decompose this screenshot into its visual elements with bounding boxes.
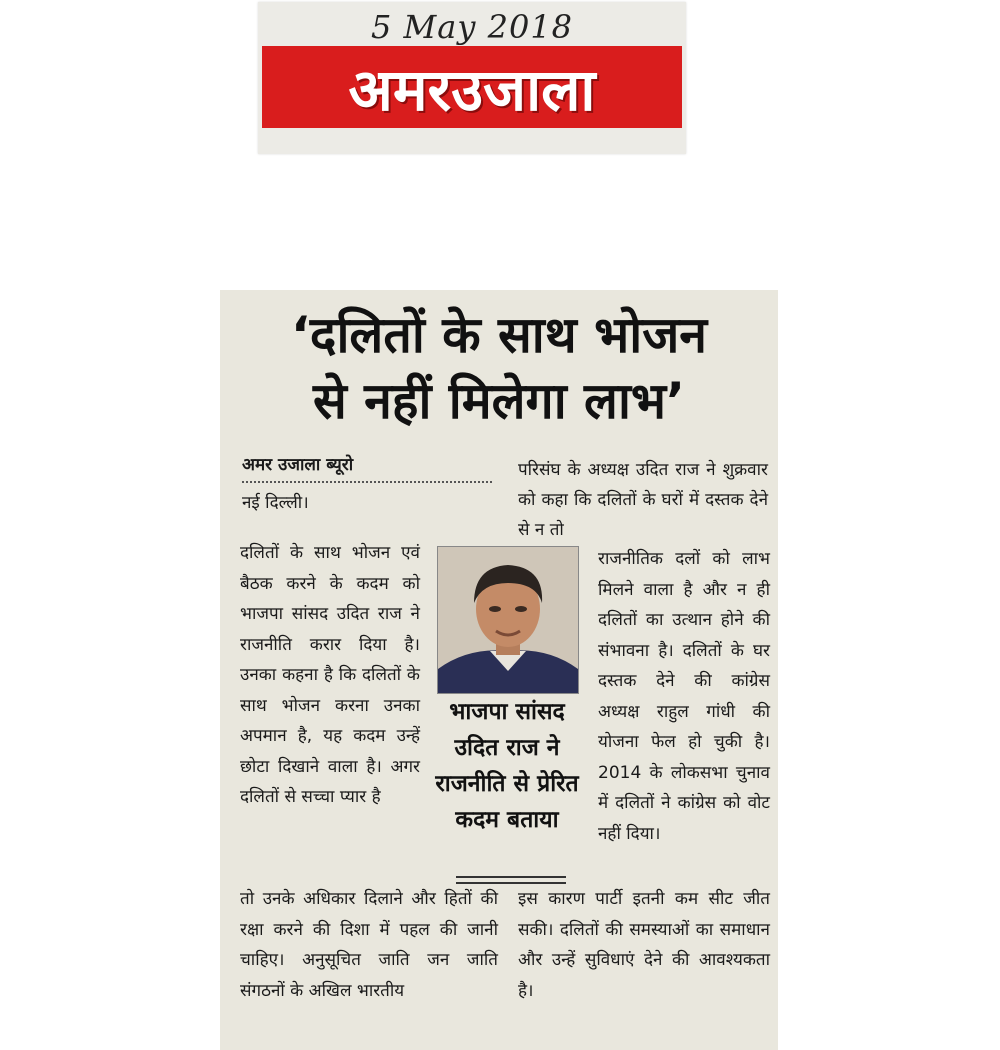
portrait-image [438, 547, 578, 693]
news-article [220, 290, 778, 1050]
clipping-date: 5 May 2018 [370, 8, 574, 46]
photo-caption: भाजपा सांसद उदित राज ने राजनीति से प्रेरित कदम बताया [435, 699, 579, 833]
body-column-right-middle: राजनीतिक दलों को लाभ मिलने वाला है और न ही दलितों का उत्थान होने की संभावना है। दलितों के घर दस्तक देने की कांग्रेस अध्यक्ष राहुल गांधी की योजना फेल हो चुकी है। 2014 के लोकसभा चुनाव में दलितों ने कांग्रेस को वोट नहीं दिया। [598, 549, 770, 844]
body-column-right-top: परिसंघ के अध्यक्ष उदित राज ने शुक्रवार को कहा कि दलितों के घरों में दस्तक देने से न तो [518, 460, 768, 540]
masthead-red-band [262, 46, 682, 128]
newspaper-masthead [258, 2, 686, 154]
body-column-right-bottom: इस कारण पार्टी इतनी कम सीट जीत सकी। दलितों की समस्याओं का समाधान और उन्हें सुविधाएं देने की आवश्यकता है। [518, 889, 770, 1001]
headline-line-1: ‘दलितों के साथ भोजन [290, 306, 708, 364]
mp-portrait-photo [437, 546, 579, 694]
caption-divider [456, 876, 566, 884]
article-headline [220, 302, 778, 434]
article-dateline: नई दिल्ली। [242, 493, 309, 513]
newspaper-logo: अमरउजाला [348, 55, 596, 124]
body-column-left-bottom: तो उनके अधिकार दिलाने और हितों की रक्षा करने की दिशा में पहल की जानी चाहिए। अनुसूचित जाति जन जाति संगठनों के अखिल भारतीय [240, 889, 498, 1001]
article-byline: अमर उजाला ब्यूरो [242, 452, 492, 483]
body-column-left-top: दलितों के साथ भोजन एवं बैठक करने के कदम को भाजपा सांसद उदित राज ने राजनीति करार दिया है। उनका कहना है कि दलितों के साथ भोजन करना उनका अपमान है, यह कदम उन्हें छोटा दिखाने वाला है। अगर दलितों से सच्चा प्यार है [240, 543, 420, 807]
headline-line-2: से नहीं मिलेगा लाभ’ [312, 372, 686, 430]
